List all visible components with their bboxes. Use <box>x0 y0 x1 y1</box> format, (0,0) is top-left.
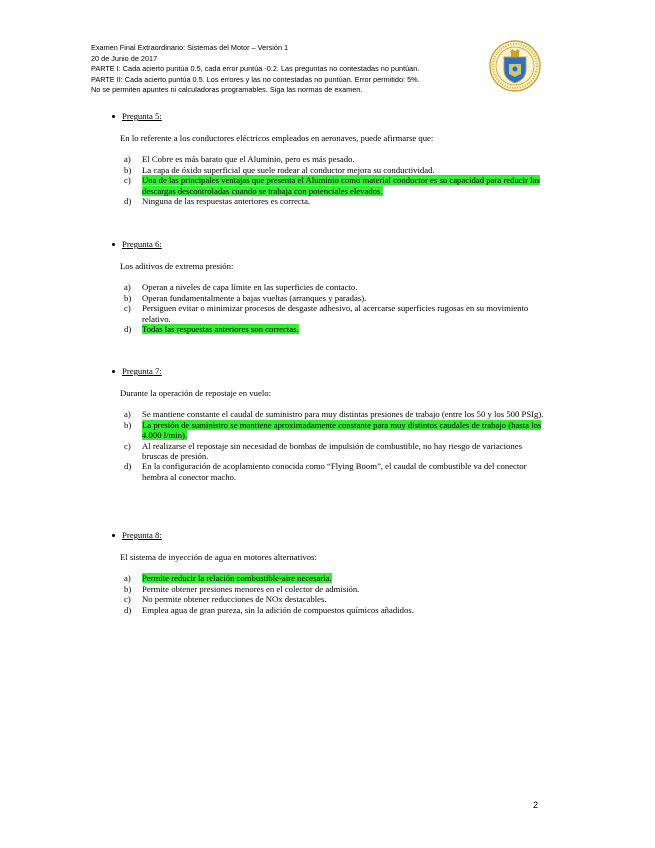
option-c-correct <box>112 175 544 196</box>
option-letter: a) <box>124 282 131 293</box>
option-letter: b) <box>124 164 132 175</box>
option-text: Emplea agua de gran pureza, sin la adición de compuestos químicos añadidos. <box>142 604 414 615</box>
university-seal-icon <box>489 40 541 92</box>
option-letter: d) <box>124 461 132 472</box>
option-b-correct <box>112 420 544 441</box>
question-stem: El sistema de inyección de agua en motores alternativos: <box>120 552 317 562</box>
question-7 <box>112 366 544 482</box>
option-c <box>112 303 544 324</box>
option-text: Permite reducir la relación combustible-aire necesaria. <box>142 573 332 584</box>
question-stem: Los aditivos de extrema presión: <box>120 261 234 271</box>
option-text: Una de las principales ventajas que presenta el Aluminio como material conductor es su capacidad para reducir las descargas descontroladas cuando se trabaja con potenciales elevados. <box>142 175 540 196</box>
bullet-icon <box>112 534 115 537</box>
option-text: Persiguen evitar o minimizar procesos de desgaste adhesivo, al acercarse superficies rugosas en su movimiento relativo. <box>142 303 529 324</box>
question-stem: En lo referente a los conductores eléctricos empleados en aeronaves, puede afirmarse que: <box>120 133 434 143</box>
option-a <box>112 409 544 419</box>
option-c <box>112 441 544 462</box>
option-c <box>112 594 544 604</box>
option-a <box>112 154 544 164</box>
question-title <box>112 239 544 250</box>
option-text: No permite obtener reducciones de NOx destacables. <box>142 594 327 605</box>
option-letter: d) <box>124 324 132 335</box>
question-label: Pregunta 6: <box>122 239 162 249</box>
header-line-part2: PARTE II: Cada acierto puntúa 0.5. Los errores y las no contestadas no puntúan. Error permitido: 5%. <box>91 74 420 84</box>
page-number: 2 <box>533 800 539 810</box>
header-line-date: 20 de Junio de 2017 <box>91 53 158 63</box>
option-list <box>112 282 544 334</box>
header-line-title: Examen Final Extraordinario: Sistemas del Motor – Versión 1 <box>91 43 289 52</box>
option-b <box>112 584 544 594</box>
question-title <box>112 366 544 377</box>
bullet-icon <box>112 115 115 118</box>
option-a-correct <box>112 573 544 583</box>
option-d-correct <box>112 324 544 334</box>
question-title <box>112 530 544 541</box>
question-label: Pregunta 7: <box>122 366 162 376</box>
option-text: El Cobre es más barato que el Aluminio, pero es más pesado. <box>142 154 355 165</box>
option-text: Se mantiene constante el caudal de suministro para muy distintas presiones de trabajo (entre los 50 y los 500 PSIg). <box>142 409 544 420</box>
option-letter: d) <box>124 196 132 207</box>
option-a <box>112 282 544 292</box>
question-5 <box>112 111 544 206</box>
question-label: Pregunta 5: <box>122 111 162 121</box>
option-text: Operan fundamentalmente a bajas vueltas (arranques y paradas). <box>142 292 367 303</box>
option-text: Permite obtener presiones menores en el colector de admisión. <box>142 583 360 594</box>
option-letter: d) <box>124 604 132 615</box>
option-text: Operan a niveles de capa límite en las superficies de contacto. <box>142 282 358 293</box>
header-line-rules: No se permiten apuntes ni calculadoras programables. Siga las normas de examen. <box>91 85 363 95</box>
header-line-part1: PARTE I: Cada acierto puntúa 0.5, cada error puntúa -0.2. Las preguntas no contestadas no puntúan. <box>91 64 420 74</box>
bullet-icon <box>112 370 115 373</box>
question-stem: Durante la operación de repostaje en vuelo: <box>120 388 272 398</box>
option-text: Todas las respuestas anteriores son correctas. <box>142 324 299 335</box>
option-text: Al realizarse el repostaje sin necesidad de bombas de impulsión de combustible, no hay riesgo de variaciones bruscas de presión. <box>142 440 522 462</box>
option-d <box>112 461 544 482</box>
option-list <box>112 573 544 615</box>
option-d <box>112 196 544 206</box>
option-letter: b) <box>124 292 132 303</box>
option-text: La presión de suministro se mantiene aproximadamente constante para muy distintos caudales de trabajo (hasta los 4.000 l/min). <box>142 419 542 441</box>
question-6 <box>112 239 544 334</box>
option-letter: c) <box>124 440 131 451</box>
option-list <box>112 154 544 206</box>
option-letter: b) <box>124 583 132 594</box>
option-list <box>112 409 544 482</box>
option-b <box>112 293 544 303</box>
question-label: Pregunta 8: <box>122 530 162 540</box>
question-8 <box>112 530 544 615</box>
option-letter: c) <box>124 594 131 605</box>
option-text: La capa de óxido superficial que suele rodear al conductor mejora su conductividad. <box>142 164 435 175</box>
exam-header <box>91 43 491 96</box>
option-letter: a) <box>124 154 131 165</box>
option-letter: a) <box>124 573 131 584</box>
option-d <box>112 605 544 615</box>
option-text: Ninguna de las respuestas anteriores es correcta. <box>142 196 311 207</box>
bullet-icon <box>112 243 115 246</box>
option-text: En la configuración de acoplamiento conocida como “Flying Boom”, el caudal de combustible va del conector hembra al conector macho. <box>142 461 527 482</box>
option-letter: c) <box>124 303 131 314</box>
option-b <box>112 165 544 175</box>
option-letter: a) <box>124 409 131 420</box>
option-letter: b) <box>124 419 132 430</box>
option-letter: c) <box>124 175 131 186</box>
question-title <box>112 111 544 122</box>
